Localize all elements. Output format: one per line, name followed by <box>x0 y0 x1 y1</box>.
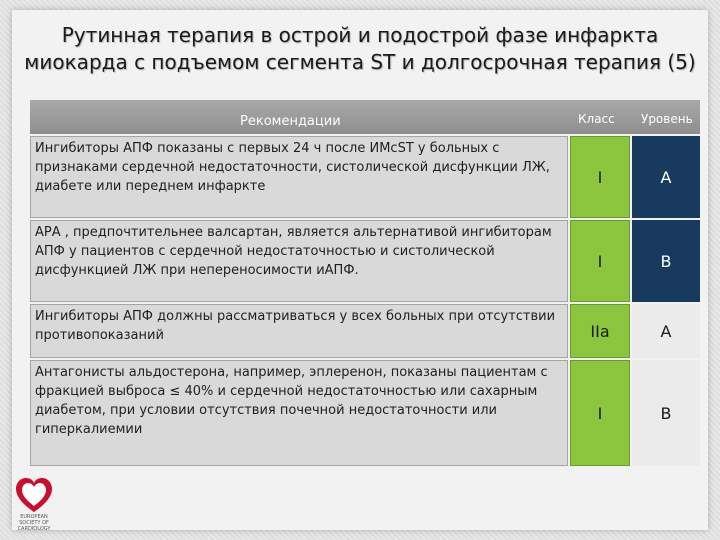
table-row-2-recommendation: АРА , предпочтительнее валсартан, является альтернативой ингибиторам АПФ у пациентов с сердечной недостаточностью и систолической дисфункцией ЛЖ при непереносимости иАПФ. <box>30 220 568 302</box>
header-class: Класс <box>578 112 615 126</box>
header-recommendations: Рекомендации <box>240 114 341 129</box>
table-row-2-level: B <box>632 220 700 302</box>
table-row-3-recommendation: Ингибиторы АПФ должны рассматриваться у всех больных при отсутствии противопоказаний <box>30 304 568 358</box>
title-line-1: Рутинная терапия в острой и подострой фазе инфаркта <box>61 23 659 47</box>
table-row-4-level: B <box>632 360 700 466</box>
header-level: Уровень <box>641 112 693 126</box>
page-title <box>0 22 720 76</box>
table-row-3-class: IIa <box>570 304 630 358</box>
table-row-1-recommendation: Ингибиторы АПФ показаны с первых 24 ч после ИМсST у больных с признаками сердечной недостаточности, систолической дисфункции ЛЖ, диабете или переднем инфаркте <box>30 136 568 218</box>
table-row-1-level: A <box>632 136 700 218</box>
table-row-2-class: I <box>570 220 630 302</box>
table-row-3-level: A <box>632 304 700 358</box>
logo-text: EUROPEAN SOCIETY OF CARDIOLOGY <box>17 514 51 532</box>
table-row-4-class: I <box>570 360 630 466</box>
title-line-2: миокарда с подъемом сегмента ST и долгосрочная терапия (5) <box>24 50 696 74</box>
table-row-1-class: I <box>570 136 630 218</box>
table-row-4-recommendation: Антагонисты альдостерона, например, эплеренон, показаны пациентам с фракцией выброса ≤ 40% и сердечной недостаточностью или сахарным диабетом, при условии отсутствия почечной недостаточности или гиперкалиемии <box>30 360 568 466</box>
